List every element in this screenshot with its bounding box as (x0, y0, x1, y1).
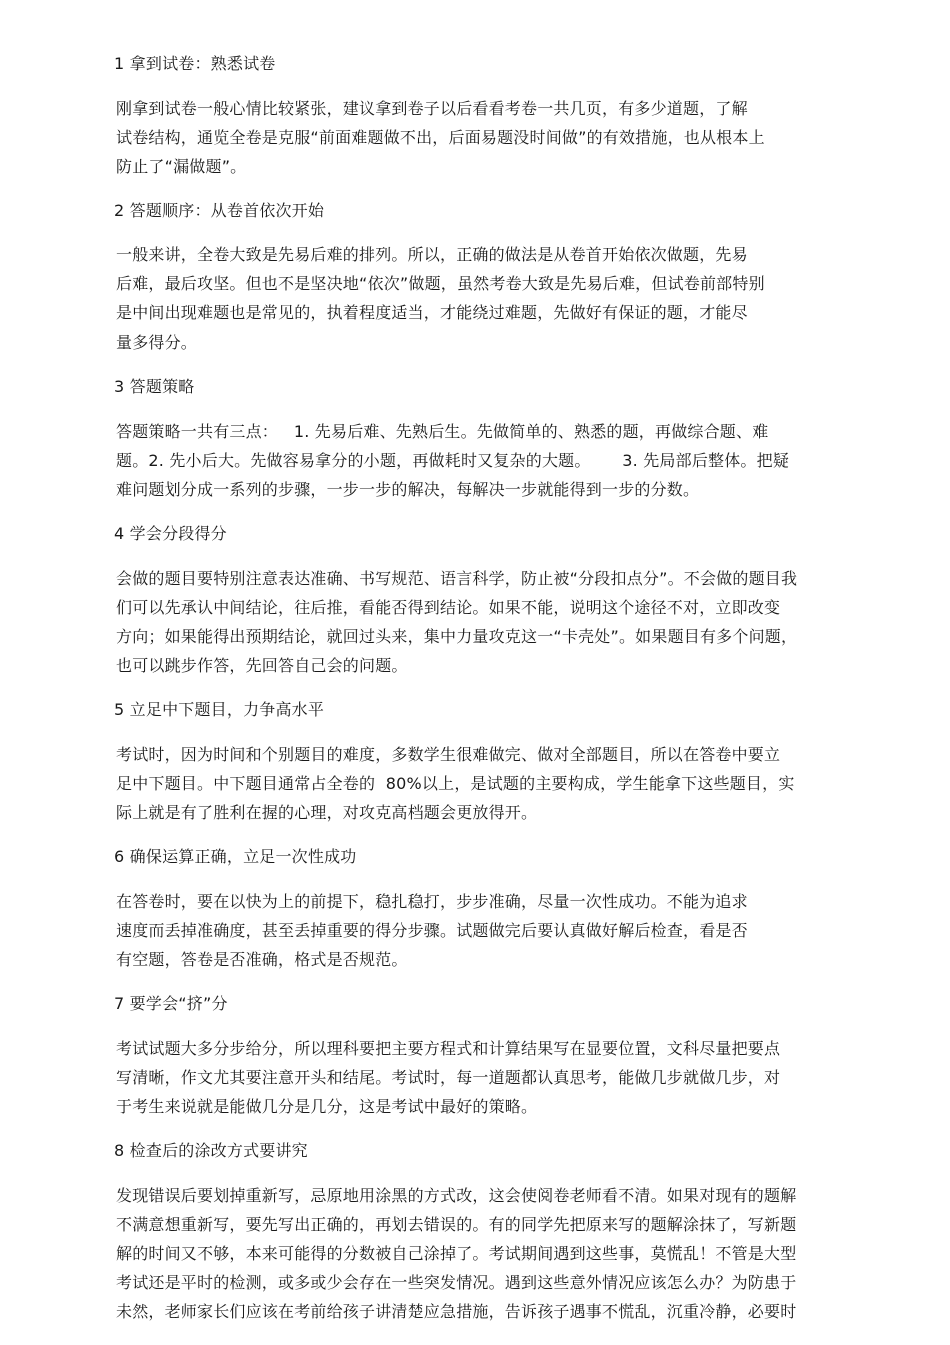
section-heading: 1 拿到试卷：熟悉试卷 (114, 54, 276, 73)
paragraph-line: 在答卷时，要在以快为上的前提下，稳扎稳打，步步准确，尽量一次性成功。不能为追求 (116, 892, 748, 911)
paragraph-line: 也可以跳步作答，先回答自己会的问题。 (116, 656, 408, 675)
paragraph-line: 于考生来说就是能做几分是几分，这是考试中最好的策略。 (116, 1097, 538, 1116)
paragraph-line: 足中下题目。中下题目通常占全卷的 80%以上，是试题的主要构成，学生能拿下这些题目，实 (116, 774, 795, 793)
paragraph-line: 刚拿到试卷一般心情比较紧张，建议拿到卷子以后看看考卷一共几页，有多少道题，了解 (116, 99, 748, 118)
paragraph-line: 后难，最后攻坚。但也不是坚决地“依次”做题，虽然考卷大致是先易后难，但试卷前部特别 (116, 274, 765, 293)
paragraph-line: 际上就是有了胜利在握的心理，对攻克高档题会更放得开。 (116, 803, 538, 822)
section-heading: 6 确保运算正确，立足一次性成功 (114, 847, 357, 866)
paragraph-line: 有空题，答卷是否准确，格式是否规范。 (116, 950, 408, 969)
paragraph-line: 答题策略一共有三点： 1. 先易后难、先熟后生。先做简单的、熟悉的题，再做综合题、难 (116, 422, 769, 441)
paragraph-line: 发现错误后要划掉重新写，忌原地用涂黑的方式改，这会使阅卷老师看不清。如果对现有的题解 (116, 1186, 797, 1205)
paragraph-line: 一般来讲，全卷大致是先易后难的排列。所以，正确的做法是从卷首开始依次做题，先易 (116, 245, 748, 264)
paragraph-line: 防止了“漏做题”。 (116, 157, 247, 176)
paragraph-line: 量多得分。 (116, 333, 198, 352)
paragraph-line: 试卷结构，通览全卷是克服“前面难题做不出，后面易题没时间做”的有效措施，也从根本上 (116, 128, 765, 147)
section-heading: 3 答题策略 (114, 377, 195, 396)
section-heading: 2 答题顺序：从卷首依次开始 (114, 201, 325, 220)
paragraph-line: 解的时间又不够，本来可能得的分数被自己涂掉了。考试期间遇到这些事，莫慌乱！不管是大型 (116, 1244, 797, 1263)
paragraph-line: 考试试题大多分步给分，所以理科要把主要方程式和计算结果写在显要位置，文科尽量把要点 (116, 1039, 781, 1058)
section-heading: 5 立足中下题目，力争高水平 (114, 700, 325, 719)
paragraph-line: 速度而丢掉准确度，甚至丢掉重要的得分步骤。试题做完后要认真做好解后检查，看是否 (116, 921, 748, 940)
paragraph-line: 方向；如果能得出预期结论，就回过头来，集中力量攻克这一“卡壳处”。如果题目有多个问题， (116, 627, 798, 646)
paragraph-line: 未然，老师家长们应该在考前给孩子讲清楚应急措施，告诉孩子遇事不慌乱，沉重冷静，必要时 (116, 1302, 797, 1321)
section-heading: 7 要学会“挤”分 (114, 994, 228, 1013)
paragraph-line: 考试时，因为时间和个别题目的难度，多数学生很难做完、做对全部题目，所以在答卷中要立 (116, 745, 781, 764)
paragraph-line: 考试还是平时的检测，或多或少会存在一些突发情况。遇到这些意外情况应该怎么办？为防患于 (116, 1273, 797, 1292)
paragraph-line: 不满意想重新写，要先写出正确的，再划去错误的。有的同学先把原来写的题解涂抹了，写新题 (116, 1215, 797, 1234)
section-heading: 8 检查后的涂改方式要讲究 (114, 1141, 308, 1160)
section-heading: 4 学会分段得分 (114, 524, 227, 543)
paragraph-line: 写清晰，作文尤其要注意开头和结尾。考试时，每一道题都认真思考，能做几步就做几步，对 (116, 1068, 781, 1087)
paragraph-line: 会做的题目要特别注意表达准确、书写规范、语言科学，防止被“分段扣点分”。不会做的题目我 (116, 569, 798, 588)
paragraph-line: 题。2. 先小后大。先做容易拿分的小题，再做耗时又复杂的大题。 3. 先局部后整体。把疑 (116, 451, 790, 470)
paragraph-line: 是中间出现难题也是常见的，执着程度适当，才能绕过难题，先做好有保证的题，才能尽 (116, 303, 748, 322)
paragraph-line: 们可以先承认中间结论，往后推，看能否得到结论。如果不能，说明这个途径不对，立即改变 (116, 598, 781, 617)
paragraph-line: 难问题划分成一系列的步骤，一步一步的解决，每解决一步就能得到一步的分数。 (116, 480, 700, 499)
